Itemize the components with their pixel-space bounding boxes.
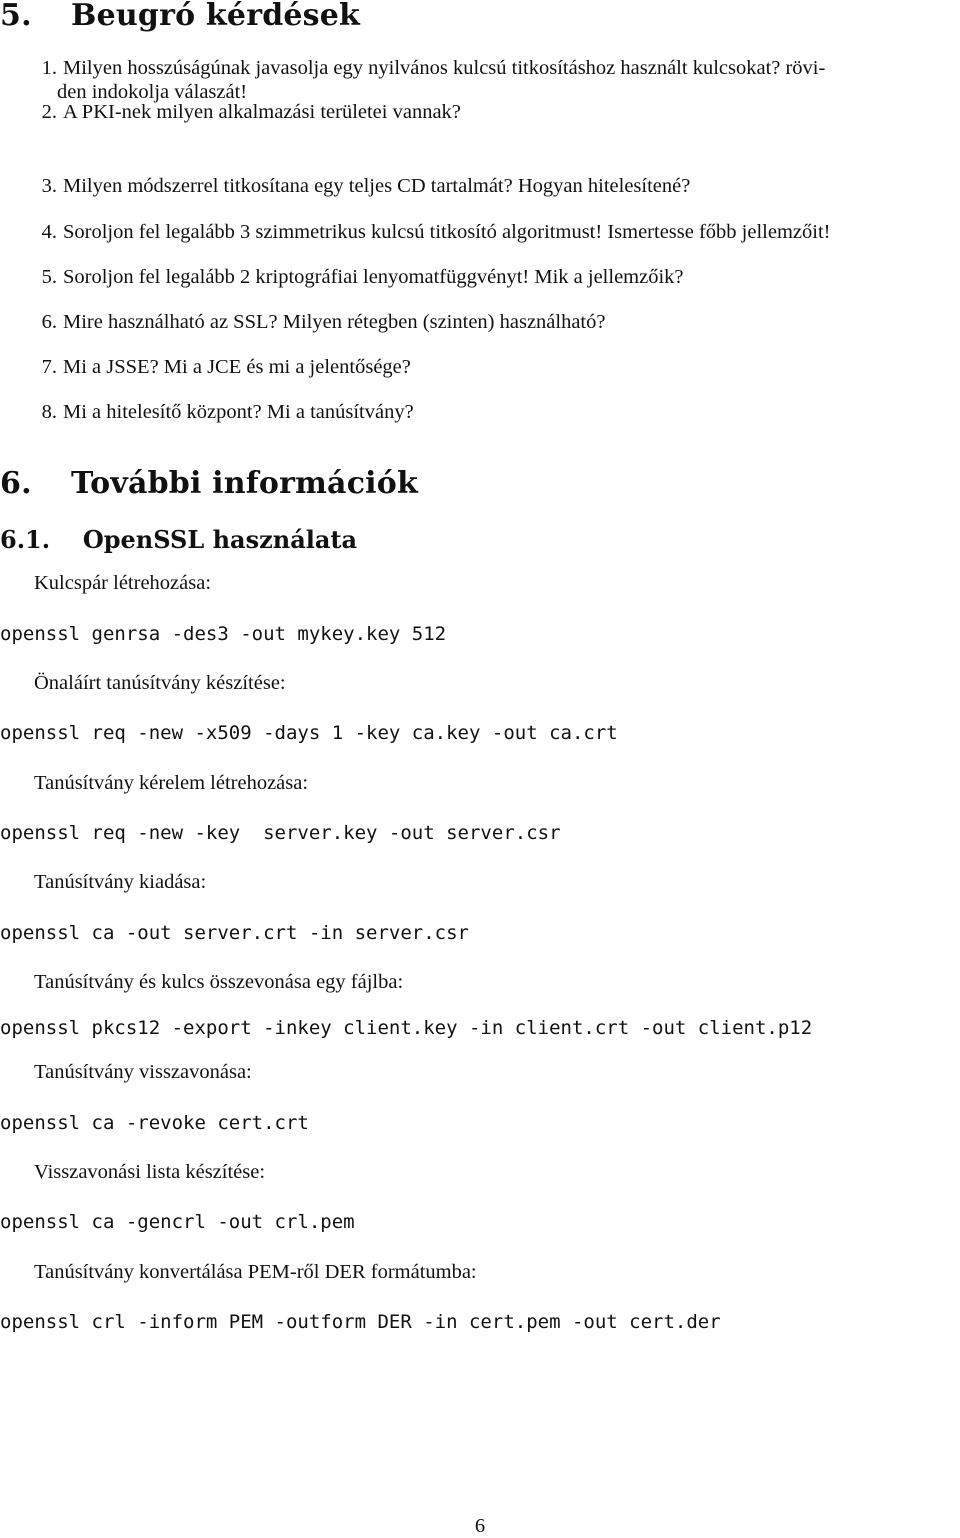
command-req-x509: openssl req -new -x509 -days 1 -key ca.key -out ca.crt <box>0 722 618 744</box>
question-item-6 <box>20 310 940 334</box>
command-pkcs12: openssl pkcs12 -export -inkey client.key -in client.crt -out client.p12 <box>0 1017 813 1039</box>
question-item-8 <box>20 400 940 424</box>
block-label-issue: Tanúsítvány kiadása: <box>34 871 207 893</box>
subsection-number: 6.1. <box>0 525 51 554</box>
question-text: Mi a JSSE? Mi a JCE és mi a jelentősége? <box>63 356 411 378</box>
question-number: 2. <box>41 101 57 123</box>
command-ca-revoke: openssl ca -revoke cert.crt <box>0 1112 309 1134</box>
block-label-convert: Tanúsítvány konvertálása PEM-ről DER formátumba: <box>34 1261 477 1283</box>
question-item-2 <box>20 100 940 124</box>
block-label-selfsigned: Önaláírt tanúsítvány készítése: <box>34 672 286 694</box>
subsection-6-1-heading <box>0 525 357 555</box>
block-label-crl: Visszavonási lista készítése: <box>34 1161 266 1183</box>
question-number: 7. <box>41 356 57 378</box>
block-label-csr: Tanúsítvány kérelem létrehozása: <box>34 772 309 794</box>
question-item-3 <box>20 174 940 198</box>
question-text: Milyen módszerrel titkosítana egy teljes CD tartalmát? Hogyan hitelesítené? <box>63 175 691 197</box>
question-item-5 <box>20 265 940 289</box>
section-number: 6. <box>0 466 32 501</box>
question-number: 8. <box>41 401 57 423</box>
section-5-heading <box>0 0 360 34</box>
question-number: 3. <box>41 175 57 197</box>
question-number: 4. <box>41 221 57 243</box>
command-crl-convert: openssl crl -inform PEM -outform DER -in cert.pem -out cert.der <box>0 1311 721 1333</box>
command-req-new: openssl req -new -key server.key -out server.csr <box>0 822 561 844</box>
command-ca-out: openssl ca -out server.crt -in server.csr <box>0 922 469 944</box>
page-number: 6 <box>474 1515 486 1537</box>
block-label-revoke: Tanúsítvány visszavonása: <box>34 1061 252 1083</box>
question-number: 5. <box>41 266 57 288</box>
section-6-heading <box>0 466 418 502</box>
question-text: Soroljon fel legalább 2 kriptográfiai lenyomatfüggvényt! Mik a jellemzőik? <box>63 266 684 288</box>
section-number: 5. <box>0 0 32 33</box>
block-label-keypair: Kulcspár létrehozása: <box>34 572 212 594</box>
question-text: Soroljon fel legalább 3 szimmetrikus kulcsú titkosító algoritmust! Ismertesse főbb jellemzőit! <box>63 221 831 243</box>
question-number: 1. <box>41 57 57 79</box>
question-text: Mi a hitelesítő központ? Mi a tanúsítvány? <box>63 401 414 423</box>
section-title: Beugró kérdések <box>71 0 361 33</box>
command-genrsa: openssl genrsa -des3 -out mykey.key 512 <box>0 623 447 645</box>
block-label-merge: Tanúsítvány és kulcs összevonása egy fájlba: <box>34 971 404 993</box>
section-title: További információk <box>71 466 418 501</box>
question-item-1 <box>20 56 940 104</box>
question-item-7 <box>20 355 940 379</box>
command-gencrl: openssl ca -gencrl -out crl.pem <box>0 1211 355 1233</box>
question-text: A PKI-nek milyen alkalmazási területei vannak? <box>63 101 461 123</box>
subsection-title: OpenSSL használata <box>82 525 358 554</box>
question-text: Milyen hosszúságúnak javasolja egy nyilvános kulcsú titkosításhoz használt kulcsokat? rövi- <box>63 57 826 79</box>
question-item-4 <box>20 220 940 244</box>
question-text: Mire használható az SSL? Milyen rétegben (szinten) használható? <box>63 311 606 333</box>
question-text-continued: den indokolja válaszát! <box>57 81 248 103</box>
question-number: 6. <box>41 311 57 333</box>
